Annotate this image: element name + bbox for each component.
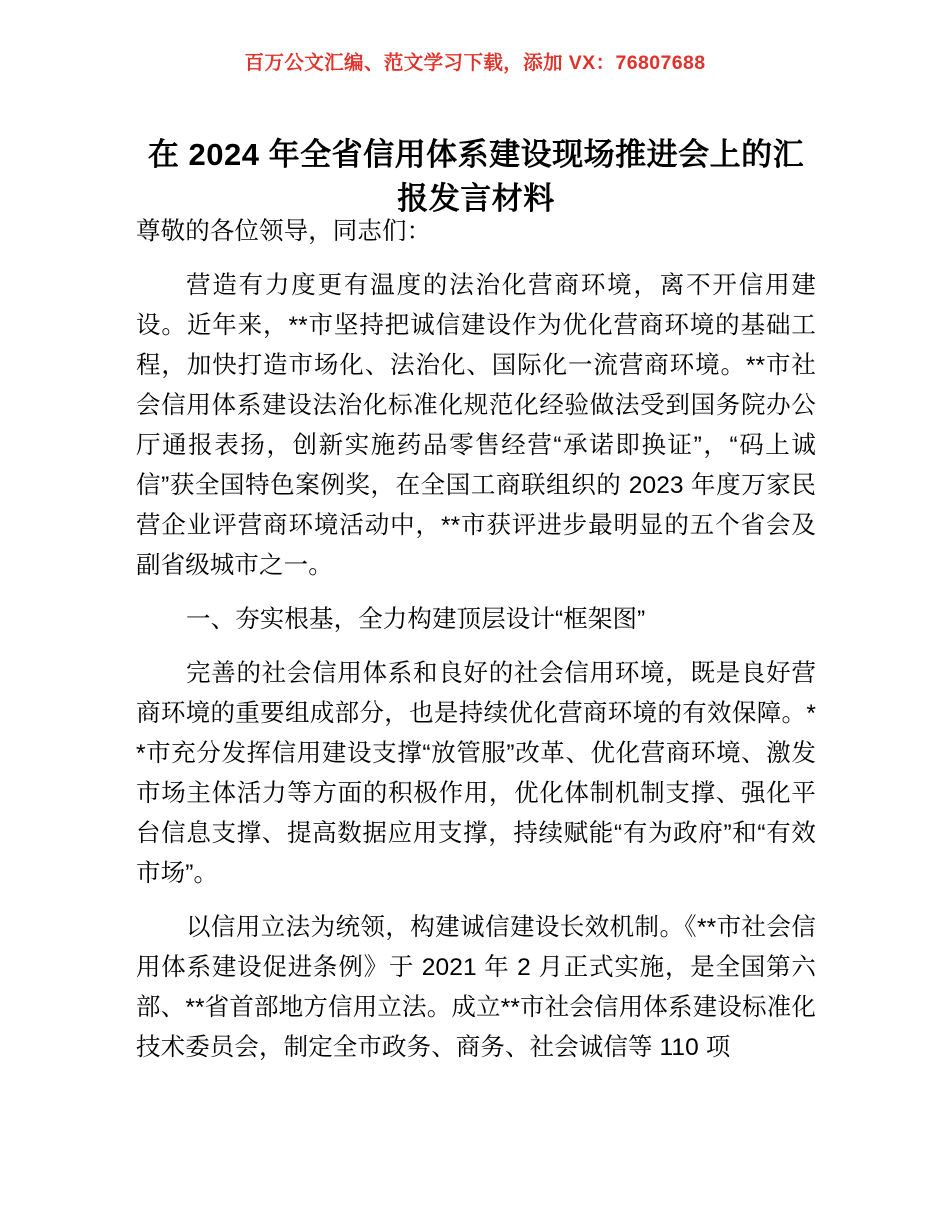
paragraph-section1-2: 以信用立法为统领，构建诚信建设长效机制。《**市社会信用体系建设促进条例》于 2021 年 2 月正式实施，是全国第六部、**省首部地方信用立法。成立**市社会信用体系建设标准化技术委员会，制定全市政务、商务、社会诚信等 110 项 <box>136 914 816 1061</box>
document-title: 在 2024 年全省信用体系建设现场推进会上的汇报发言材料 <box>147 136 805 216</box>
paragraph-intro: 营造有力度更有温度的法治化营商环境，离不开信用建设。近年来，**市坚持把诚信建设作为优化营商环境的基础工程，加快打造市场化、法治化、国际化一流营商环境。**市社会信用体系建设法治化标准化规范化经验做法受到国务院办公厅通报表扬，创新实施药品零售经营“承诺即换证”，“码上诚信”获全国特色案例奖，在全国工商联组织的 2023 年度万家民营企业评营商环境活动中，**市获评进步最明显的五个省会及副省级城市之一。 <box>136 272 816 579</box>
salutation-line: 尊敬的各位领导，同志们： <box>136 218 432 245</box>
watermark-banner <box>0 54 950 74</box>
section-heading-1: 一、夯实根基，全力构建顶层设计“框架图” <box>186 606 646 633</box>
paragraph-section1-1: 完善的社会信用体系和良好的社会信用环境，既是良好营商环境的重要组成部分，也是持续优化营商环境的有效保障。**市充分发挥信用建设支撑“放管服”改革、优化营商环境、激发市场主体活力等方面的积极作用，优化体制机制支撑、强化平台信息支撑、提高数据应用支撑，持续赋能“有为政府”和“有效市场”。 <box>136 660 816 887</box>
watermark-text: 百万公文汇编、范文学习下载，添加 VX：76807688 <box>244 52 706 74</box>
document-body <box>136 212 816 1068</box>
